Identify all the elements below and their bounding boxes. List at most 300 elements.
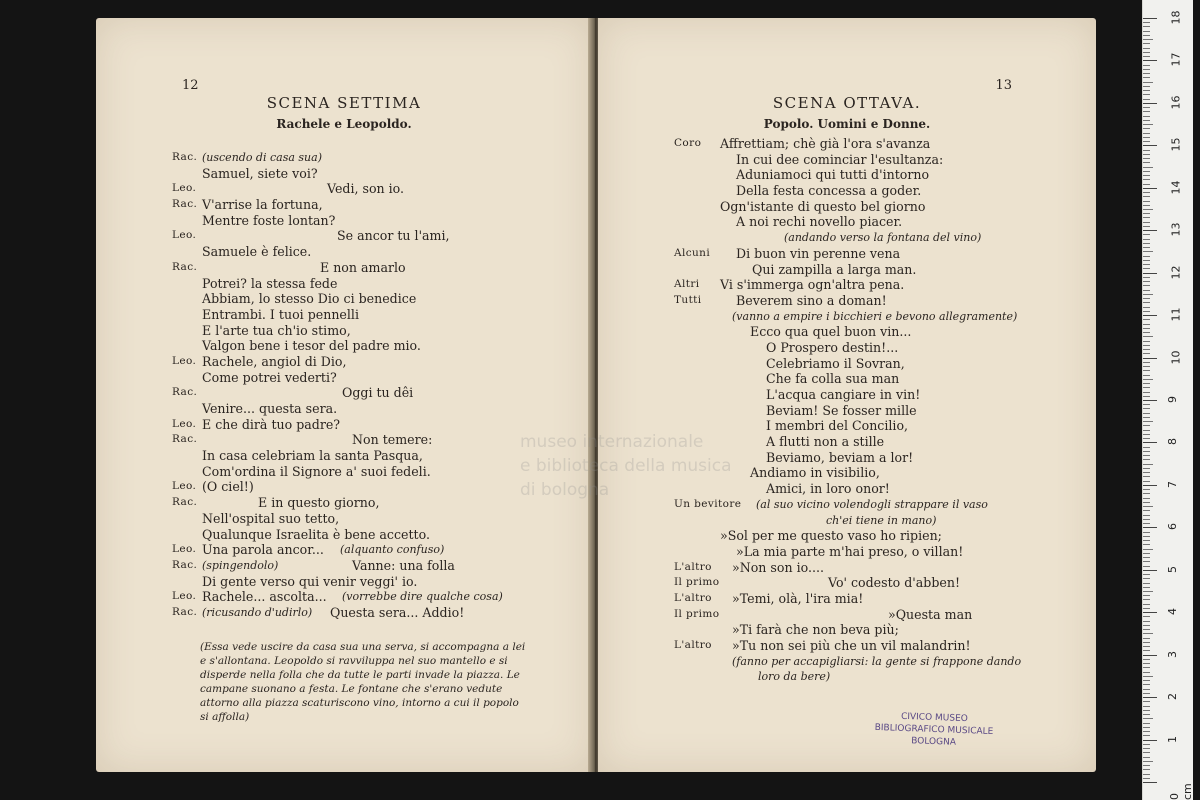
ruler-minor-tick <box>1143 65 1150 66</box>
dialogue-line <box>96 464 592 480</box>
right-page <box>598 18 1096 772</box>
stage-direction-inline: (vanno a empire i bicchieri e bevono allegramente) <box>732 309 1018 323</box>
verse-text: Che fa colla sua man <box>766 371 900 387</box>
speaker-label: Leo. <box>172 543 197 556</box>
verse-text: Rachele, angiol di Dio, <box>202 353 347 369</box>
dialogue-line <box>598 262 1096 278</box>
verse-text: Samuel, siete voi? <box>202 165 318 181</box>
verse-text: Vanne: una folla <box>352 557 455 573</box>
ruler-major-tick <box>1143 612 1157 613</box>
ruler-minor-tick <box>1143 99 1150 100</box>
ruler-minor-tick <box>1143 196 1150 197</box>
verse-text: Affrettiam; chè già l'ora s'avanza <box>720 136 931 151</box>
ruler-minor-tick <box>1143 510 1150 511</box>
ruler-label: 7 <box>1166 480 1179 488</box>
speaker-label: Il primo <box>674 576 720 589</box>
dialogue-line <box>598 607 1096 623</box>
verse-text: In cui dee cominciar l'esultanza: <box>736 151 944 167</box>
ruler-minor-tick <box>1143 430 1150 431</box>
speaker-label: Rac. <box>172 260 198 273</box>
ruler-minor-tick <box>1143 774 1150 775</box>
ruler-major-tick <box>1143 570 1157 571</box>
dialogue-line <box>96 276 592 292</box>
verse-text: V'arrise la fortuna, <box>202 197 323 213</box>
ruler-minor-tick <box>1143 94 1150 95</box>
ruler-minor-tick <box>1143 324 1150 325</box>
verse-text: Samuele è felice. <box>202 244 312 260</box>
ruler-minor-tick <box>1143 192 1150 193</box>
verse-text: »Ti farà che non beva più; <box>732 622 899 638</box>
verse-text: Mentre foste lontan? <box>202 212 336 228</box>
ruler-label: 16 <box>1169 95 1183 110</box>
ruler-minor-tick <box>1143 761 1153 762</box>
dialogue-line <box>96 417 592 433</box>
ruler-minor-tick <box>1143 493 1150 494</box>
ruler-minor-tick <box>1143 701 1150 702</box>
speaker-label: Altri <box>674 278 700 291</box>
ruler-minor-tick <box>1143 175 1150 176</box>
verse-text: Beviam! Se fosser mille <box>766 402 917 418</box>
stage-direction-inline: (alquanto confuso) <box>340 543 445 557</box>
ruler-minor-tick <box>1143 633 1153 634</box>
ruler-minor-tick <box>1143 217 1150 218</box>
ruler-label: 14 <box>1169 180 1183 195</box>
ruler-minor-tick <box>1143 561 1150 562</box>
ruler-minor-tick <box>1143 583 1150 584</box>
speaker-label: Un bevitore <box>674 497 742 510</box>
ruler-minor-tick <box>1143 311 1150 312</box>
ruler-minor-tick <box>1143 723 1150 724</box>
dialogue-lines <box>598 136 1096 685</box>
ruler-label: 15 <box>1169 137 1183 152</box>
ruler-minor-tick <box>1143 595 1150 596</box>
dialogue-line <box>598 356 1096 372</box>
verse-text: Se ancor tu l'ami, <box>337 228 450 244</box>
ruler-minor-tick <box>1143 650 1150 651</box>
ruler-minor-tick <box>1143 154 1150 155</box>
ruler-minor-tick <box>1143 459 1150 460</box>
stage-direction-inline: (ricusando d'udirlo) <box>202 605 313 619</box>
ruler-minor-tick <box>1143 35 1150 36</box>
verse-text: Ecco qua quel buon vin... <box>750 324 912 340</box>
watermark-line: e biblioteca della musica <box>520 456 732 476</box>
ruler-minor-tick <box>1143 184 1150 185</box>
dialogue-line <box>96 260 592 276</box>
ruler-minor-tick <box>1143 735 1150 736</box>
verse-text: E che dirà tuo padre? <box>202 416 341 432</box>
verse-text: Come potrei vederti? <box>202 369 337 385</box>
ruler-minor-tick <box>1143 158 1150 159</box>
ruler-minor-tick <box>1143 162 1150 163</box>
verse-text: »Tu non sei più che un vil malandrin! <box>732 638 971 653</box>
verse-text: Vedi, son io. <box>327 181 405 197</box>
dialogue-line <box>598 152 1096 168</box>
ruler-minor-tick <box>1143 341 1150 342</box>
dialogue-line <box>598 246 1096 262</box>
ruler-minor-tick <box>1143 566 1150 567</box>
ruler-minor-tick <box>1143 549 1153 550</box>
ruler-minor-tick <box>1143 48 1150 49</box>
stage-direction-inline: ch'ei tiene in mano) <box>826 513 937 527</box>
dialogue-line <box>598 371 1096 387</box>
ruler-minor-tick <box>1143 116 1150 117</box>
dialogue-line <box>598 214 1096 230</box>
scene-subtitle: Popolo. Uomini e Donne. <box>763 117 931 131</box>
dialogue-line <box>598 591 1096 607</box>
ruler-label: 8 <box>1166 438 1179 446</box>
dialogue-line <box>598 167 1096 183</box>
verse-text: Nell'ospital suo tetto, <box>202 510 340 526</box>
speaker-label: Alcuni <box>674 246 711 259</box>
dialogue-line <box>96 511 592 527</box>
ruler-minor-tick <box>1143 434 1150 435</box>
ruler-label: 10 <box>1169 350 1183 365</box>
verse-text: Beverem sino a doman! <box>736 292 887 308</box>
ruler-label: 12 <box>1169 265 1183 280</box>
ruler-major-tick <box>1143 782 1157 783</box>
ruler-label: 2 <box>1166 693 1179 701</box>
verse-text: L'acqua cangiare in vin! <box>766 387 921 402</box>
verse-text: Amici, in loro onor! <box>766 481 890 497</box>
verse-text: E in questo giorno, <box>258 495 380 511</box>
ruler-minor-tick <box>1143 90 1150 91</box>
ruler-minor-tick <box>1143 205 1150 206</box>
dialogue-line <box>96 291 592 307</box>
ruler-minor-tick <box>1143 285 1150 286</box>
ruler-minor-tick <box>1143 447 1150 448</box>
ruler-minor-tick <box>1143 260 1150 261</box>
dialogue-line <box>96 574 592 590</box>
ruler-minor-tick <box>1143 107 1150 108</box>
ruler-minor-tick <box>1143 69 1150 70</box>
dialogue-line <box>598 199 1096 215</box>
verse-text: Celebriamo il Sovran, <box>766 355 905 371</box>
ruler-minor-tick <box>1143 234 1150 235</box>
speaker-label: L'altro <box>674 639 712 651</box>
ruler-minor-tick <box>1143 684 1150 685</box>
ruler-minor-tick <box>1143 629 1150 630</box>
ruler-minor-tick <box>1143 43 1150 44</box>
ruler-minor-tick <box>1143 213 1150 214</box>
dialogue-line <box>598 387 1096 403</box>
dialogue-line <box>96 527 592 543</box>
speaker-label: Leo. <box>172 229 197 242</box>
speaker-label: Rac. <box>172 433 198 446</box>
ruler-minor-tick <box>1143 608 1150 609</box>
ruler-minor-tick <box>1143 404 1150 405</box>
verse-text: Abbiam, lo stesso Dio ci benedice <box>202 291 417 307</box>
ruler-label: 9 <box>1166 396 1179 403</box>
ruler-minor-tick <box>1143 676 1153 677</box>
ruler-minor-tick <box>1143 523 1150 524</box>
ruler-minor-tick <box>1143 366 1150 367</box>
ruler-major-tick <box>1143 315 1157 316</box>
stage-direction-inline: (fanno per accapigliarsi: la gente si frappone dando <box>732 654 1022 668</box>
verse-text: Qui zampilla a larga man. <box>752 261 917 277</box>
verse-text: »La mia parte m'hai preso, o villan! <box>736 543 964 559</box>
ruler-minor-tick <box>1143 133 1150 134</box>
speaker-label: L'altro <box>674 591 712 604</box>
ruler-minor-tick <box>1143 616 1150 617</box>
ruler-minor-tick <box>1143 31 1150 32</box>
dialogue-line <box>598 183 1096 199</box>
ruler-minor-tick <box>1143 591 1153 592</box>
ruler-major-tick <box>1143 400 1157 401</box>
watermark-line: di bologna <box>520 480 610 500</box>
ruler-minor-tick <box>1143 256 1150 257</box>
ruler-minor-tick <box>1143 167 1153 168</box>
ruler-minor-tick <box>1143 744 1150 745</box>
verse-text: »Temi, olà, l'ira mia! <box>732 590 864 606</box>
ruler-minor-tick <box>1143 251 1153 252</box>
ruler-major-tick <box>1143 697 1157 698</box>
ruler-minor-tick <box>1143 680 1150 681</box>
verse-text: Non temere: <box>352 432 433 448</box>
dialogue-line <box>598 528 1096 544</box>
ruler-minor-tick <box>1143 506 1153 507</box>
stage-direction-inline: (al suo vicino volendogli strappare il vaso <box>756 497 988 511</box>
page-number: 12 <box>182 78 199 93</box>
dialogue-line <box>598 513 1096 529</box>
ruler-minor-tick <box>1143 171 1150 172</box>
scene-title: SCENA SETTIMA <box>266 94 422 112</box>
ruler-minor-tick <box>1143 693 1150 694</box>
dialogue-line <box>598 544 1096 560</box>
ruler-minor-tick <box>1143 52 1150 53</box>
ruler-minor-tick <box>1143 464 1153 465</box>
ruler-major-tick <box>1143 103 1157 104</box>
ruler-minor-tick <box>1143 532 1150 533</box>
ruler-minor-tick <box>1143 141 1150 142</box>
ruler-minor-tick <box>1143 362 1150 363</box>
verse-text: Questa sera... Addio! <box>330 604 465 620</box>
stamp-line: BIBLIOGRAFICO MUSICALE <box>874 722 994 738</box>
dialogue-line <box>96 307 592 323</box>
ruler-minor-tick <box>1143 667 1150 668</box>
verse-text: Com'ordina il Signore a' suoi fedeli. <box>202 463 431 479</box>
dialogue-line <box>96 385 592 401</box>
verse-text: O Prospero destin!... <box>766 339 899 355</box>
ruler-major-tick <box>1143 188 1157 189</box>
ruler-minor-tick <box>1143 587 1150 588</box>
speaker-label: Rac. <box>172 496 198 509</box>
ruler-minor-tick <box>1143 209 1153 210</box>
dialogue-line <box>96 354 592 370</box>
ruler-minor-tick <box>1143 264 1150 265</box>
dialogue-line <box>598 230 1096 246</box>
ruler-minor-tick <box>1143 375 1150 376</box>
speaker-label: L'altro <box>674 560 712 573</box>
ruler-minor-tick <box>1143 82 1153 83</box>
ruler-minor-tick <box>1143 239 1150 240</box>
left-page <box>96 18 592 772</box>
ruler-minor-tick <box>1143 417 1150 418</box>
dialogue-line <box>96 150 592 166</box>
dialogue-line <box>96 166 592 182</box>
ruler-minor-tick <box>1143 413 1150 414</box>
stage-direction-inline: (andando verso la fontana del vino) <box>784 231 982 245</box>
watermark <box>520 430 780 502</box>
dialogue-line <box>598 575 1096 591</box>
page-number: 13 <box>995 78 1012 93</box>
verse-text: »Non son io.... <box>732 559 824 575</box>
verse-text: »Questa man <box>888 606 973 622</box>
ruler-minor-tick <box>1143 336 1153 337</box>
ruler-minor-tick <box>1143 672 1150 673</box>
speaker-label: Rac. <box>172 198 198 211</box>
verse-text: Di gente verso qui venir veggi' io. <box>202 573 418 589</box>
ruler-minor-tick <box>1143 540 1150 541</box>
ruler-minor-tick <box>1143 757 1150 758</box>
speaker-label: Rac. <box>172 386 198 399</box>
scene-title: SCENA OTTAVA. <box>772 94 922 112</box>
stage-direction-inline: loro da bere) <box>758 670 831 684</box>
dialogue-line <box>96 244 592 260</box>
ruler-label: 5 <box>1166 565 1179 573</box>
speaker-label: Rac. <box>172 151 198 163</box>
dialogue-line <box>598 340 1096 356</box>
dialogue-line <box>598 560 1096 576</box>
scene-subtitle: Rachele e Leopoldo. <box>276 117 412 131</box>
ruler-minor-tick <box>1143 718 1153 719</box>
verse-text: In casa celebriam la santa Pasqua, <box>202 448 423 464</box>
dialogue-line <box>96 589 592 605</box>
dialogue-line <box>96 605 592 621</box>
verse-text: »Sol per me questo vaso ho ripien; <box>720 528 942 544</box>
ruler-minor-tick <box>1143 77 1150 78</box>
ruler-minor-tick <box>1143 26 1150 27</box>
dialogue-line <box>96 197 592 213</box>
ruler-minor-tick <box>1143 553 1150 554</box>
ruler-label: 17 <box>1169 52 1183 67</box>
dialogue-line <box>598 293 1096 309</box>
ruler-minor-tick <box>1143 438 1150 439</box>
dialogue-line <box>96 228 592 244</box>
verse-text: E non amarlo <box>320 259 406 275</box>
stage-direction-inline: (spingendolo) <box>202 558 279 572</box>
ruler-minor-tick <box>1143 73 1150 74</box>
ruler-minor-tick <box>1143 710 1150 711</box>
dialogue-lines <box>96 150 592 621</box>
verse-text: Valgon bene i tesor del padre mio. <box>202 338 421 354</box>
speaker-label: Leo. <box>172 354 197 367</box>
ruler-label: 3 <box>1166 650 1179 658</box>
ruler-minor-tick <box>1143 625 1150 626</box>
ruler-minor-tick <box>1143 277 1150 278</box>
ruler-minor-tick <box>1143 472 1150 473</box>
ruler-minor-tick <box>1143 302 1150 303</box>
ruler-minor-tick <box>1143 455 1150 456</box>
watermark-line: museo internazionale <box>520 432 704 452</box>
verse-text: Oggi tu dêi <box>342 385 414 401</box>
speaker-label: Leo. <box>172 480 197 493</box>
dialogue-line <box>96 542 592 558</box>
ruler-minor-tick <box>1143 392 1150 393</box>
ruler-minor-tick <box>1143 451 1150 452</box>
verse-text: Ogn'istante di questo bel giorno <box>720 198 926 214</box>
verse-text: Qualunque Israelita è bene accetto. <box>202 526 430 542</box>
ruler-minor-tick <box>1143 39 1153 40</box>
speaker-label: Leo. <box>172 417 197 430</box>
verse-text: (O ciel!) <box>202 479 254 495</box>
speaker-label: Rac. <box>172 558 198 571</box>
ruler-minor-tick <box>1143 604 1150 605</box>
dialogue-line <box>598 309 1096 325</box>
verse-text: Vi s'immerga ogn'altra pena. <box>720 277 905 293</box>
ruler-minor-tick <box>1143 752 1150 753</box>
verse-text: Venire... questa sera. <box>202 401 338 416</box>
ruler-label: 4 <box>1166 608 1179 616</box>
dialogue-line <box>598 654 1096 670</box>
ruler-minor-tick <box>1143 379 1153 380</box>
dialogue-line <box>598 638 1096 654</box>
ruler-minor-tick <box>1143 332 1150 333</box>
ruler-minor-tick <box>1143 638 1150 639</box>
dialogue-line <box>96 370 592 386</box>
ruler-minor-tick <box>1143 769 1150 770</box>
ruler-minor-tick <box>1143 578 1150 579</box>
ruler-minor-tick <box>1143 111 1150 112</box>
ruler-minor-tick <box>1143 328 1150 329</box>
speaker-label: Il primo <box>674 607 720 620</box>
ruler-minor-tick <box>1143 642 1150 643</box>
ruler-label: 0 cm <box>1168 783 1194 800</box>
dialogue-line <box>598 136 1096 152</box>
dialogue-line <box>96 213 592 229</box>
ruler-major-tick <box>1143 358 1157 359</box>
ruler-major-tick <box>1143 527 1157 528</box>
ruler-minor-tick <box>1143 765 1150 766</box>
ruler-minor-tick <box>1143 502 1150 503</box>
verse-text: Della festa concessa a goder. <box>736 183 922 199</box>
ruler-minor-tick <box>1143 201 1150 202</box>
verse-text: A flutti non a stille <box>766 434 885 450</box>
speaker-label: Rac. <box>172 605 198 618</box>
ruler-minor-tick <box>1143 290 1150 291</box>
ruler-minor-tick <box>1143 128 1150 129</box>
ruler-minor-tick <box>1143 349 1150 350</box>
ruler-minor-tick <box>1143 150 1150 151</box>
ruler-minor-tick <box>1143 659 1150 660</box>
ruler-major-tick <box>1143 145 1157 146</box>
verse-text: Di buon vin perenne vena <box>736 245 901 261</box>
speaker-label: Leo. <box>172 182 197 195</box>
ruler-major-tick <box>1143 740 1157 741</box>
ruler-minor-tick <box>1143 243 1150 244</box>
ruler-minor-tick <box>1143 307 1150 308</box>
ruler-minor-tick <box>1143 468 1150 469</box>
ruler-minor-tick <box>1143 748 1150 749</box>
dialogue-line <box>598 277 1096 293</box>
stamp-line: BOLOGNA <box>911 736 957 748</box>
ruler-major-tick <box>1143 442 1157 443</box>
verse-text: Potrei? la stessa fede <box>202 275 338 291</box>
ruler-label: 1 <box>1166 735 1179 743</box>
ruler-minor-tick <box>1143 247 1150 248</box>
ruler-minor-tick <box>1143 689 1150 690</box>
ruler-minor-tick <box>1143 396 1150 397</box>
ruler-minor-tick <box>1143 646 1150 647</box>
ruler-minor-tick <box>1143 706 1150 707</box>
ruler-minor-tick <box>1143 557 1150 558</box>
stage-direction-inline: (uscendo di casa sua) <box>202 151 322 164</box>
ruler-minor-tick <box>1143 294 1153 295</box>
dialogue-line <box>96 181 592 197</box>
ruler-major-tick <box>1143 230 1157 231</box>
ruler-label: 13 <box>1169 222 1183 237</box>
dialogue-line <box>96 558 592 574</box>
ruler-minor-tick <box>1143 298 1150 299</box>
